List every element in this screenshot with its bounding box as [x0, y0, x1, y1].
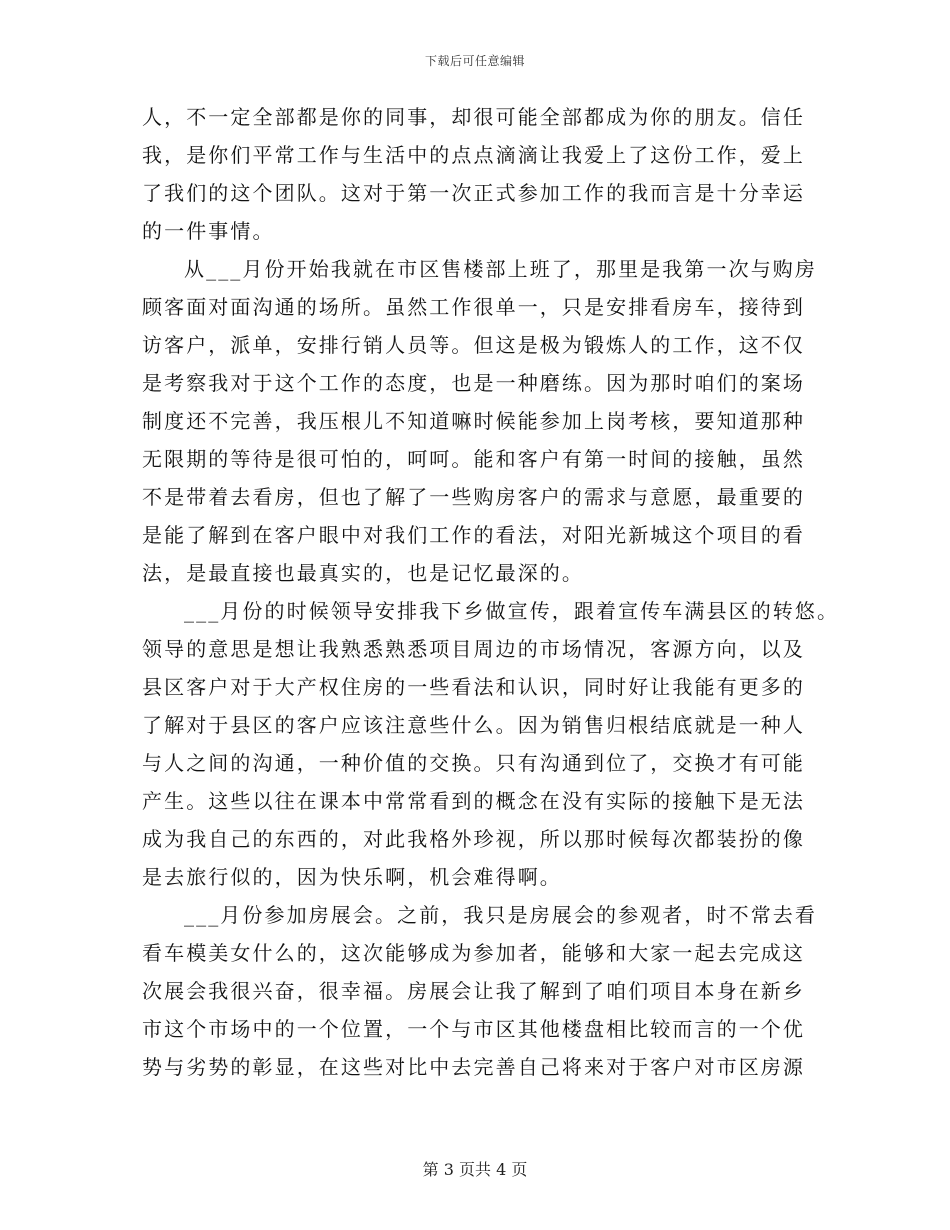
text-line: 我，是你们平常工作与生活中的点点滴滴让我爱上了这份工作，爱上 [142, 143, 805, 167]
text-line: 了解对于县区的客户应该注意些什么。因为销售归根结底就是一种人 [142, 713, 805, 737]
paragraph-start-line: ___月份参加房展会。之前，我只是房展会的参观者，时不常去看 [184, 903, 817, 927]
text-line: 势与劣势的彰显，在这些对比中去完善自己将来对于客户对市区房源 [142, 1055, 805, 1079]
text-line: 访客户，派单，安排行销人员等。但这是极为锻炼人的工作，这不仅 [142, 333, 805, 357]
text-line: 成为我自己的东西的，对此我格外珍视，所以那时候每次都装扮的像 [142, 827, 805, 851]
text-line: 人，不一定全部都是你的同事，却很可能全部都成为你的朋友。信任 [142, 105, 805, 129]
text-line: 县区客户对于大产权住房的一些看法和认识，同时好让我能有更多的 [142, 675, 805, 699]
text-line: 次展会我很兴奋，很幸福。房展会让我了解到了咱们项目本身在新乡 [142, 979, 805, 1003]
text-line: 与人之间的沟通，一种价值的交换。只有沟通到位了，交换才有可能 [142, 751, 805, 775]
text-line: 的一件事情。 [142, 219, 275, 243]
text-line: 看车模美女什么的，这次能够成为参加者，能够和大家一起去完成这 [142, 941, 805, 965]
text-line: 是去旅行似的，因为快乐啊，机会难得啊。 [142, 865, 562, 889]
text-line: 顾客面对面沟通的场所。虽然工作很单一，只是安排看房车，接待到 [142, 295, 805, 319]
text-line: 是能了解到在客户眼中对我们工作的看法，对阳光新城这个项目的看 [142, 523, 805, 547]
text-line: 是考察我对于这个工作的态度，也是一种磨练。因为那时咱们的案场 [142, 371, 805, 395]
document-body [142, 98, 840, 1086]
text-line: 产生。这些以往在课本中常常看到的概念在没有实际的接触下是无法 [142, 789, 805, 813]
text-line: 制度还不完善，我压根儿不知道嘛时候能参加上岗考核，要知道那种 [142, 409, 805, 433]
text-line: 不是带着去看房，但也了解了一些购房客户的需求与意愿，最重要的 [142, 485, 805, 509]
paragraph-start-line: ___月份的时候领导安排我下乡做宣传，跟着宣传车满县区的转悠。 [184, 599, 840, 623]
text-line: 无限期的等待是很可怕的，呵呵。能和客户有第一时间的接触，虽然 [142, 447, 805, 471]
text-line: 领导的意思是想让我熟悉熟悉项目周边的市场情况，客源方向，以及 [142, 637, 805, 661]
text-line: 法，是最直接也最真实的，也是记忆最深的。 [142, 561, 584, 585]
page-header-note: 下载后可任意编辑 [424, 54, 525, 68]
paragraph-start-line: 从___月份开始我就在市区售楼部上班了，那里是我第一次与购房 [184, 257, 817, 281]
page-number: 第 3 页共 4 页 [422, 1160, 528, 1179]
text-line: 市这个市场中的一个位置，一个与市区其他楼盘相比较而言的一个优 [142, 1017, 805, 1041]
text-line: 了我们的这个团队。这对于第一次正式参加工作的我而言是十分幸运 [142, 181, 805, 205]
